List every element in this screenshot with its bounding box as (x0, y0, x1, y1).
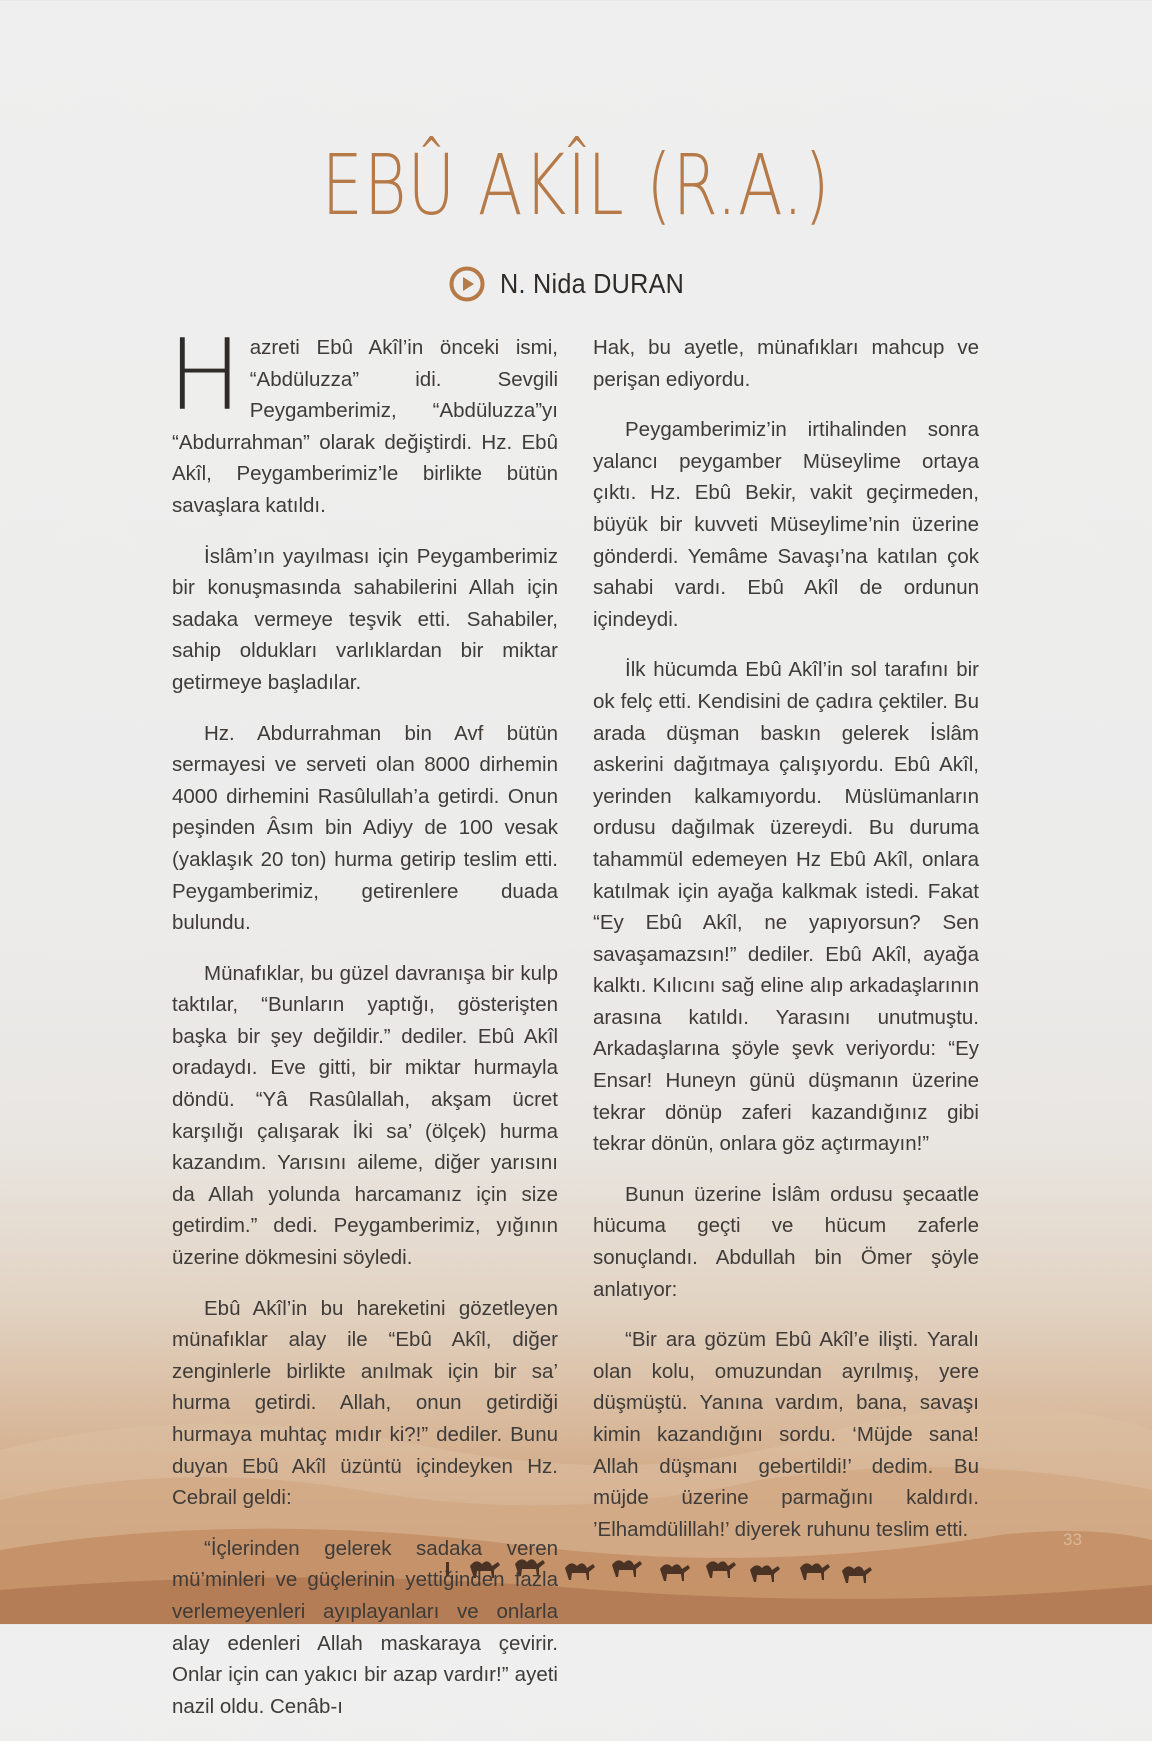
paragraph: “İçlerinden gelerek sadaka veren mü’minleri ve güçlerinin yettiğinden fazla verlemeyenleri ayıplayanları ve onlarla alay edenleri Allah maskaraya çevirir. Onlar için can yakıcı bir azap vardır!” ayeti nazil oldu. Cenâb-ı (172, 1536, 558, 1718)
intro-paragraph: Hazreti Ebû Akîl’in önceki ismi, “Abdüluzza” idi. Sevgili Peygamberimiz, “Abdüluzza”yı “Abdurrahman” olarak değiştirdi. Hz. Ebû Akîl, Peygamberimiz’le birlikte bütün savaşlara katıldı. (168, 319, 558, 517)
paragraph: Hz. Abdurrahman bin Avf bütün sermayesi ve serveti olan 8000 dirhemin 4000 dirhemini Rasûlullah’a getirdi. Onun peşinden Âsım bin Adiyy de 100 vesak (yaklaşık 20 ton) hurma getirip teslim etti. Peygamberimiz, getirenlere duada bulundu. (172, 721, 558, 935)
article-title: EBÛ AKÎL (R.A.) (321, 136, 831, 234)
paragraph: Münafıklar, bu güzel davranışa bir kulp taktılar, “Bunların yaptığı, gösterişten başka bir şey değildir.” dediler. Ebû Akîl oradaydı. Eve gitti, bir miktar hurmayla döndü. “Yâ Rasûlallah, akşam ücret karşılığı çalışarak İki sa’ (ölçek) hurma kazandım. Yarısını aileme, diğer yarısını da Allah yolunda harcamanız için size getirdim.” dedi. Peygamberimiz, yığının üzerine dökmesini söyledi. (172, 961, 558, 1270)
right-column (593, 332, 979, 1564)
left-column (168, 319, 558, 1741)
drop-cap: H (168, 319, 242, 433)
paragraph: Peygamberimiz’in irtihalinden sonra yalancı peygamber Müseylime ortaya çıktı. Hz. Ebû Bekir, vakit geçirmeden, büyük bir kuvveti Müseylime’nin üzerine gönderdi. Yemâme Savaşı’na katılan çok sahabi vardı. Ebû Akîl de ordunun içindeydi. (593, 418, 979, 631)
paragraph: Ebû Akîl’in bu hareketini gözetleyen münafıklar alay ile “Ebû Akîl, diğer zenginlerle birlikte anılmak için bir sa’ hurma getirdi. Allah, onun getirdiği hurmaya muhtaç mıdır ki?!” dediler. Bunu duyan Ebû Akîl üzüntü içindeyken Hz. Cebrail geldi: (172, 1296, 558, 1510)
author-byline (0, 265, 1152, 303)
paragraph-continued: Hak, bu ayetle, münafıkları mahcup ve perişan ediyordu. (593, 336, 979, 391)
paragraph: Bunun üzerine İslâm ordusu şecaatle hücuma geçti ve hücum zaferle sonuçlandı. Abdullah bin Ömer şöyle anlatıyor: (593, 1182, 979, 1301)
paragraph: İslâm’ın yayılması için Peygamberimiz bir konuşmasında sahabilerini Allah için sadaka vermeye teşvik etti. Sahabiler, sahip oldukları varlıklardan bir miktar getirmeye başladılar. (172, 544, 558, 694)
paragraph: “Bir ara gözüm Ebû Akîl’e ilişti. Yaralı olan kolu, omuzundan ayrılmış, yere düşmüştü. Yanına vardım, bana, savaşı kimin kazandığını sordu. ‘Müjde sana! Allah düşmanı gebertildi!’ dedim. Bu müjde üzerine parmağını kaldırdı. ’Elhamdülillah!’ diyerek ruhunu teslim etti. (593, 1328, 979, 1541)
page-number: 33 (1063, 1530, 1082, 1549)
paragraph: İlk hücumda Ebû Akîl’in sol tarafını bir ok felç etti. Kendisini de çadıra çektiler. Bu arada düşman baskın gelerek İslâm askerini dağıtmaya çalışıyordu. Ebû Akîl, yerinden kalkamıyordu. Müslümanların ordusu dağılmak üzereydi. Bu duruma tahammül edemeyen Hz Ebû Akîl, onlara katılmak için ayağa kalkmak istedi. Fakat “Ey Ebû Akîl, ne yapıyorsun? Sen savaşamazsın!” dediler. Ebû Akîl, ayağa kalktı. Kılıcını sağ eline alıp arkadaşlarının arasına katıldı. Yarasını unutmuştu. Arkadaşlarına şöyle şevk veriyordu: “Ey Ensar! Huneyn günü düşmanın üzerine tekrar dönüp zaferi kazandığınız gibi tekrar dönün, onlara göz açtırmayın!” (593, 658, 979, 1156)
play-circle-icon (448, 265, 486, 303)
author-name: N. Nida DURAN (499, 268, 684, 299)
